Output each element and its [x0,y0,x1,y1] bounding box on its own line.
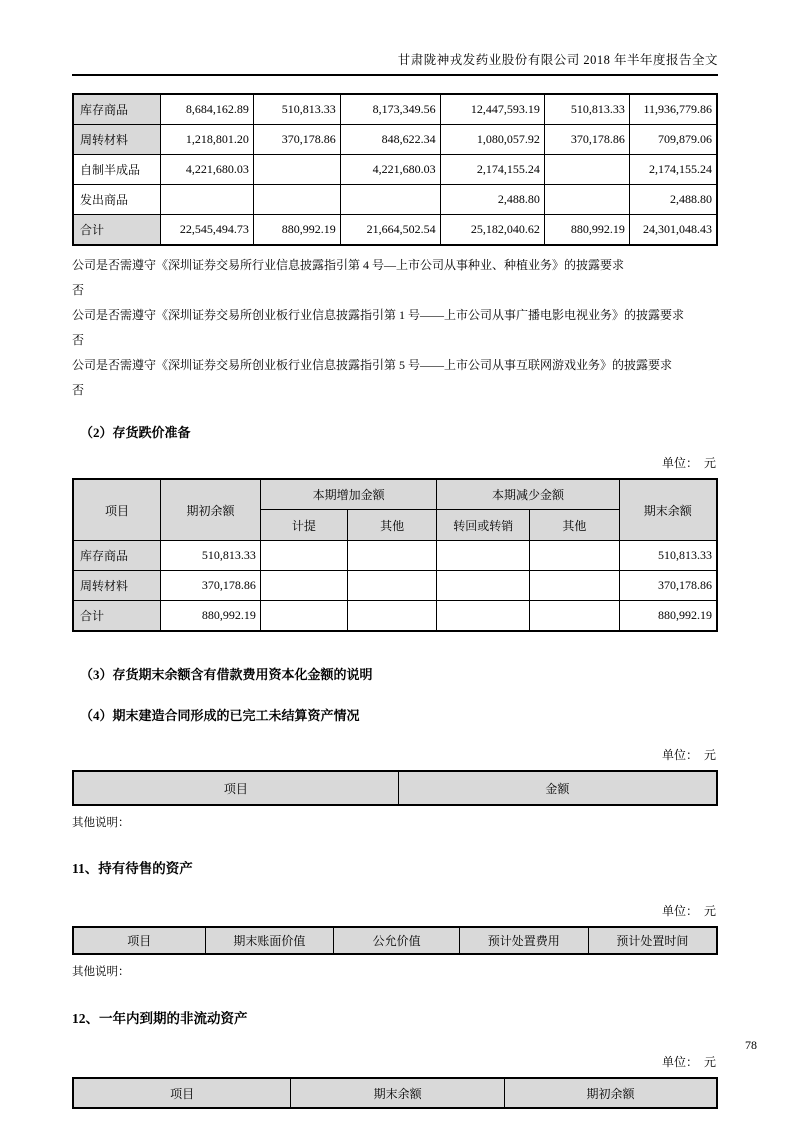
row-label-cell: 自制半成品 [73,155,161,185]
amount-cell: 510,813.33 [253,94,340,125]
header-cell-opening-balance: 期初余额 [504,1078,717,1108]
amount-cell: 848,622.34 [340,125,440,155]
noncurrent-assets-table [72,1077,718,1109]
amount-cell [530,541,620,571]
table-row [73,215,717,246]
disclosure-question: 公司是否需遵守《深圳证券交易所创业板行业信息披露指引第 1 号——上市公司从事广播电影电视业务》的披露要求 [72,308,685,322]
amount-cell: 11,936,779.86 [629,94,717,125]
table-row [73,125,717,155]
section-heading-construction-contracts: （4）期末建造合同形成的已完工未结算资产情况 [80,708,360,723]
unit-label: 单位： 元 [661,904,716,918]
amount-cell [437,541,530,571]
table-row [73,94,717,125]
table-header-row [73,927,717,954]
table-header-row [73,771,717,805]
amount-cell: 2,488.80 [629,185,717,215]
construction-assets-table [72,770,718,806]
amount-cell: 24,301,048.43 [629,215,717,246]
amount-cell: 370,178.86 [619,571,717,601]
held-for-sale-table [72,926,718,955]
amount-cell: 4,221,680.03 [161,155,254,185]
amount-cell: 12,447,593.19 [440,94,544,125]
amount-cell [161,185,254,215]
amount-cell [544,185,629,215]
header-cell-fair-value: 公允价值 [334,927,460,954]
amount-cell: 8,173,349.56 [340,94,440,125]
amount-cell: 709,879.06 [629,125,717,155]
amount-cell: 880,992.19 [253,215,340,246]
header-cell-decrease-group: 本期减少金额 [437,479,619,510]
header-cell-reversal: 转回或转销 [437,510,530,541]
table-row [73,541,717,571]
inventory-balance-table [72,93,718,246]
amount-cell [437,571,530,601]
header-cell-item: 项目 [73,479,161,541]
unit-label: 单位： 元 [661,456,716,470]
section-heading-provision: （2）存货跌价准备 [80,425,191,440]
header-cell-item: 项目 [73,927,205,954]
table-row [73,571,717,601]
other-note-label: 其他说明： [72,817,130,829]
amount-cell: 2,174,155.24 [629,155,717,185]
amount-cell: 25,182,040.62 [440,215,544,246]
row-label-cell: 库存商品 [73,94,161,125]
amount-cell [347,541,437,571]
amount-cell: 2,488.80 [440,185,544,215]
header-cell-decrease-other: 其他 [530,510,620,541]
amount-cell: 880,992.19 [544,215,629,246]
amount-cell: 22,545,494.73 [161,215,254,246]
inventory-provision-table [72,478,718,632]
header-cell-increase-group: 本期增加金额 [260,479,436,510]
amount-cell: 8,684,162.89 [161,94,254,125]
section-heading-capitalized-borrowing: （3）存货期末余额含有借款费用资本化金额的说明 [80,667,373,682]
table-row [73,185,717,215]
row-label-cell: 周转材料 [73,125,161,155]
table-header-row [73,479,717,510]
header-cell-opening-balance: 期初余额 [161,479,261,541]
amount-cell [347,571,437,601]
amount-cell: 4,221,680.03 [340,155,440,185]
header-cell-amount: 金额 [398,771,717,805]
header-cell-accrual: 计提 [260,510,347,541]
section-heading-noncurrent-due: 12、一年内到期的非流动资产 [72,1011,248,1026]
amount-cell: 370,178.86 [544,125,629,155]
page-number: 78 [745,1038,757,1052]
amount-cell: 2,174,155.24 [440,155,544,185]
disclosure-answer: 否 [72,333,85,347]
header-cell-estimated-disposal-cost: 预计处置费用 [459,927,588,954]
row-label-cell: 周转材料 [73,571,161,601]
amount-cell [437,601,530,632]
row-label-cell: 发出商品 [73,185,161,215]
amount-cell [253,155,340,185]
disclosure-question: 公司是否需遵守《深圳证券交易所创业板行业信息披露指引第 5 号——上市公司从事互联网游戏业务》的披露要求 [72,358,673,372]
header-cell-increase-other: 其他 [347,510,437,541]
header-cell-closing-book-value: 期末账面价值 [205,927,334,954]
header-cell-item: 项目 [73,1078,291,1108]
disclosure-notes [72,253,718,403]
amount-cell [530,571,620,601]
table-row [73,601,717,632]
amount-cell [530,601,620,632]
row-label-cell: 合计 [73,215,161,246]
report-title: 甘肃陇神戎发药业股份有限公司 2018 年半年度报告全文 [397,53,718,67]
unit-label: 单位： 元 [661,748,716,762]
section-heading-held-for-sale: 11、持有待售的资产 [72,861,193,876]
amount-cell: 510,813.33 [544,94,629,125]
amount-cell [260,541,347,571]
disclosure-answer: 否 [72,383,85,397]
disclosure-answer: 否 [72,283,85,297]
amount-cell: 510,813.33 [619,541,717,571]
amount-cell: 880,992.19 [619,601,717,632]
other-note-label: 其他说明： [72,966,130,978]
header-rule [72,74,718,76]
amount-cell: 880,992.19 [161,601,261,632]
disclosure-question: 公司是否需遵守《深圳证券交易所行业信息披露指引第 4 号—上市公司从事种业、种植业务》的披露要求 [72,258,625,272]
amount-cell [340,185,440,215]
amount-cell: 1,218,801.20 [161,125,254,155]
amount-cell: 1,080,057.92 [440,125,544,155]
amount-cell: 370,178.86 [161,571,261,601]
amount-cell: 21,664,502.54 [340,215,440,246]
header-cell-item: 项目 [73,771,398,805]
row-label-cell: 合计 [73,601,161,632]
running-header [0,0,793,76]
amount-cell [260,601,347,632]
table-header-row [73,1078,717,1108]
row-label-cell: 库存商品 [73,541,161,571]
amount-cell [347,601,437,632]
amount-cell [544,155,629,185]
header-cell-estimated-disposal-time: 预计处置时间 [588,927,717,954]
amount-cell: 510,813.33 [161,541,261,571]
amount-cell: 370,178.86 [253,125,340,155]
header-cell-closing-balance: 期末余额 [291,1078,505,1108]
amount-cell [253,185,340,215]
header-cell-closing-balance: 期末余额 [619,479,717,541]
unit-label: 单位： 元 [661,1055,716,1069]
amount-cell [260,571,347,601]
table-row [73,155,717,185]
